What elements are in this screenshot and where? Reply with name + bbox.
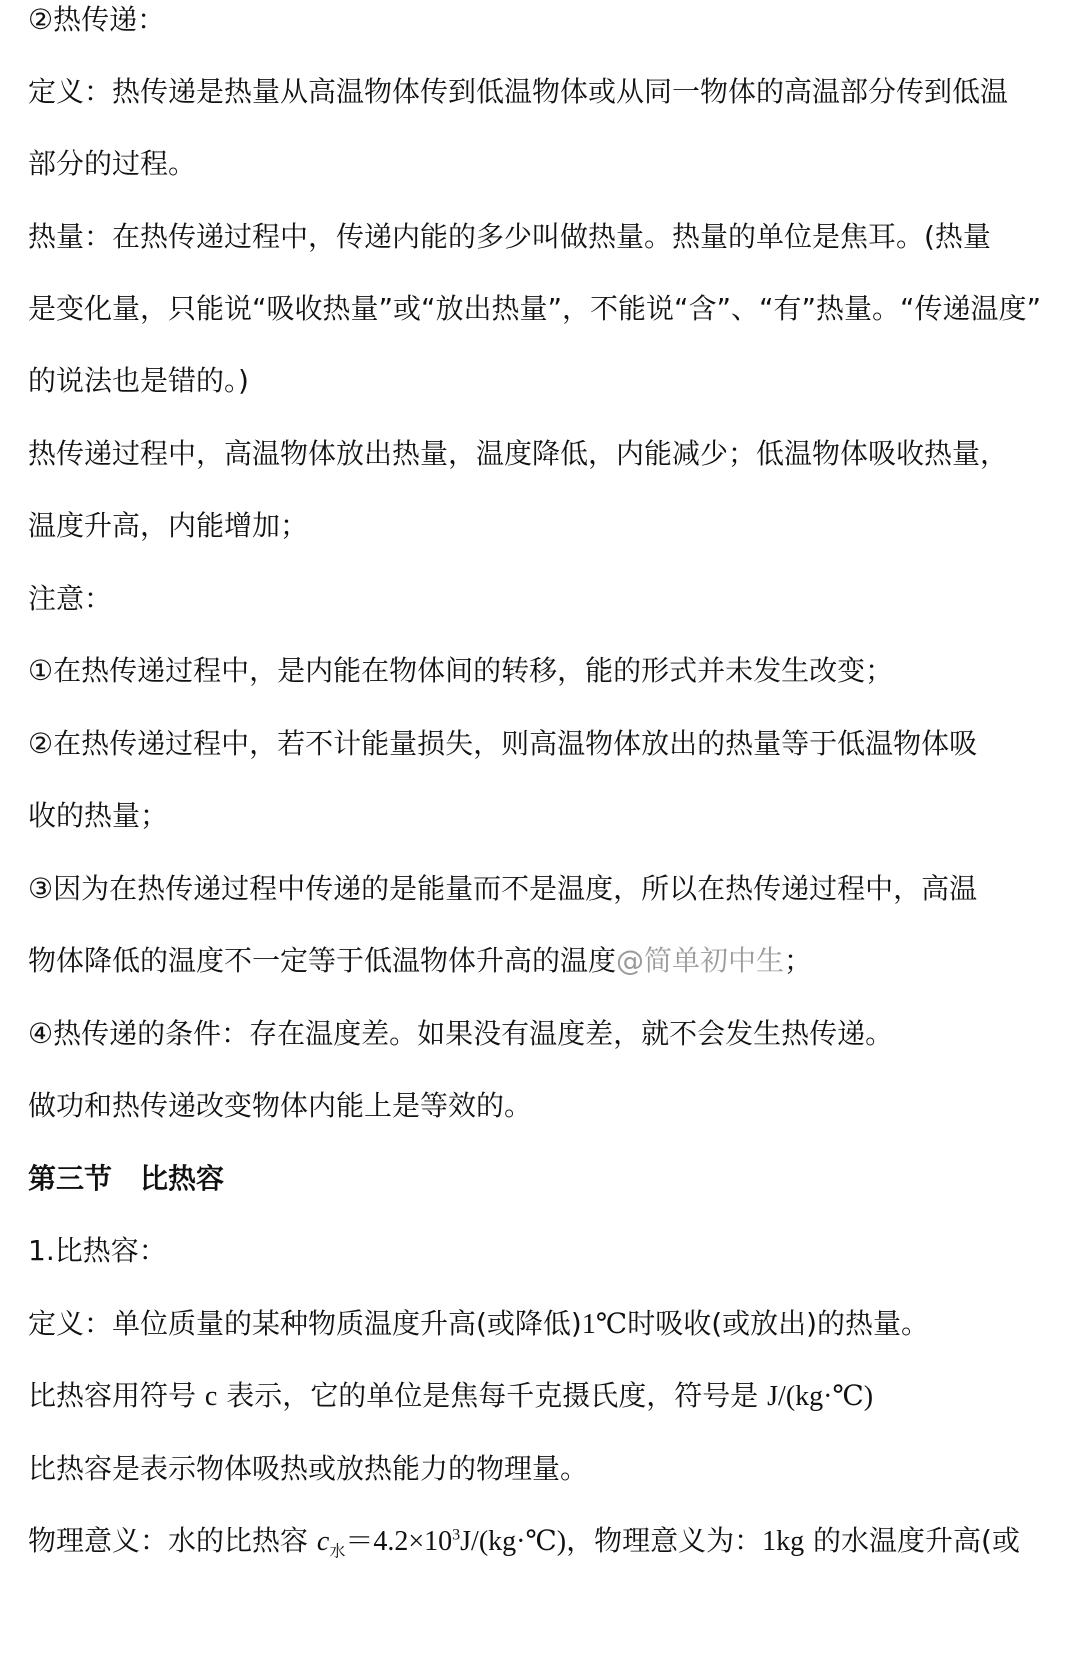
- heat-line-1: 热量：在热传递过程中，传递内能的多少叫做热量。热量的单位是焦耳。(热量: [28, 220, 991, 253]
- note-heading: 注意：: [28, 582, 113, 615]
- physical-pre: 物理意义：水的比热容: [28, 1524, 317, 1557]
- note-2-line-1: ②在热传递过程中，若不计能量损失，则高温物体放出的热量等于低温物体吸: [28, 727, 978, 760]
- note-3-text: 物体降低的温度不一定等于低温物体升高的温度: [28, 944, 617, 977]
- physical-unit: J/(kg·℃): [460, 1526, 567, 1557]
- physical-sub-water: 水: [329, 1541, 346, 1561]
- watermark: @简单初中生: [616, 944, 785, 977]
- item-specific-heat: 1.比热容：: [28, 1234, 167, 1267]
- symbol-mid: 表示，它的单位是焦每千克摄氏度，符号是: [217, 1379, 768, 1412]
- definition-degree: 1℃: [581, 1309, 628, 1340]
- symbol-c: c: [204, 1381, 218, 1412]
- note-4: ④热传递的条件：存在温度差。如果没有温度差，就不会发生热传递。: [28, 1017, 894, 1050]
- note-3-tail: ；: [784, 944, 813, 977]
- physical-eq: ＝4.2×10: [345, 1526, 453, 1557]
- physical-sup: 3: [452, 1526, 461, 1544]
- note-2-line-2: 收的热量；: [28, 799, 169, 832]
- physical-post: 的水温度升高(或: [804, 1524, 1020, 1557]
- symbol-line: [28, 1376, 1058, 1417]
- physical-meaning-line: [28, 1521, 1058, 1562]
- process-line-2: 温度升高，内能增加；: [28, 509, 309, 542]
- definition-line-1: 定义：热传递是热量从高温物体传到低温物体或从同一物体的高温部分传到低温: [28, 75, 1009, 108]
- specific-heat-definition: [28, 1304, 1058, 1345]
- symbol-pre: 比热容用符号: [28, 1379, 205, 1412]
- section-title: 第三节 比热容: [28, 1162, 225, 1195]
- physical-mass: 1kg: [762, 1526, 805, 1557]
- heat-line-3: 的说法也是错的。): [28, 364, 249, 397]
- meaning-line: 比热容是表示物体吸热或放热能力的物理量。: [28, 1452, 589, 1485]
- process-line-1: 热传递过程中，高温物体放出热量，温度降低，内能减少；低温物体吸收热量，: [28, 437, 1009, 470]
- note-1: ①在热传递过程中，是内能在物体间的转移，能的形式并未发生改变；: [28, 654, 894, 687]
- heat-line-2: 是变化量，只能说“吸收热量”或“放出热量”，不能说“含”、“有”热量。“传递温度”: [28, 292, 1042, 325]
- definition-line-2: 部分的过程。: [28, 147, 197, 180]
- definition-post: 时吸收(或放出)的热量。: [627, 1307, 930, 1340]
- physical-mid: ，物理意义为：: [566, 1524, 763, 1557]
- definition-pre: 定义：单位质量的某种物质温度升高(或降低): [28, 1307, 582, 1340]
- equivalence-line: 做功和热传递改变物体内能上是等效的。: [28, 1089, 533, 1122]
- note-3-line-1: ③因为在热传递过程中传递的是能量而不是温度，所以在热传递过程中，高温: [28, 872, 978, 905]
- symbol-unit: J/(kg·℃): [767, 1381, 874, 1412]
- note-3-line-2: [28, 941, 1058, 981]
- physical-c: c: [316, 1526, 330, 1557]
- heading-heat-transfer: ②热传递：: [28, 3, 166, 36]
